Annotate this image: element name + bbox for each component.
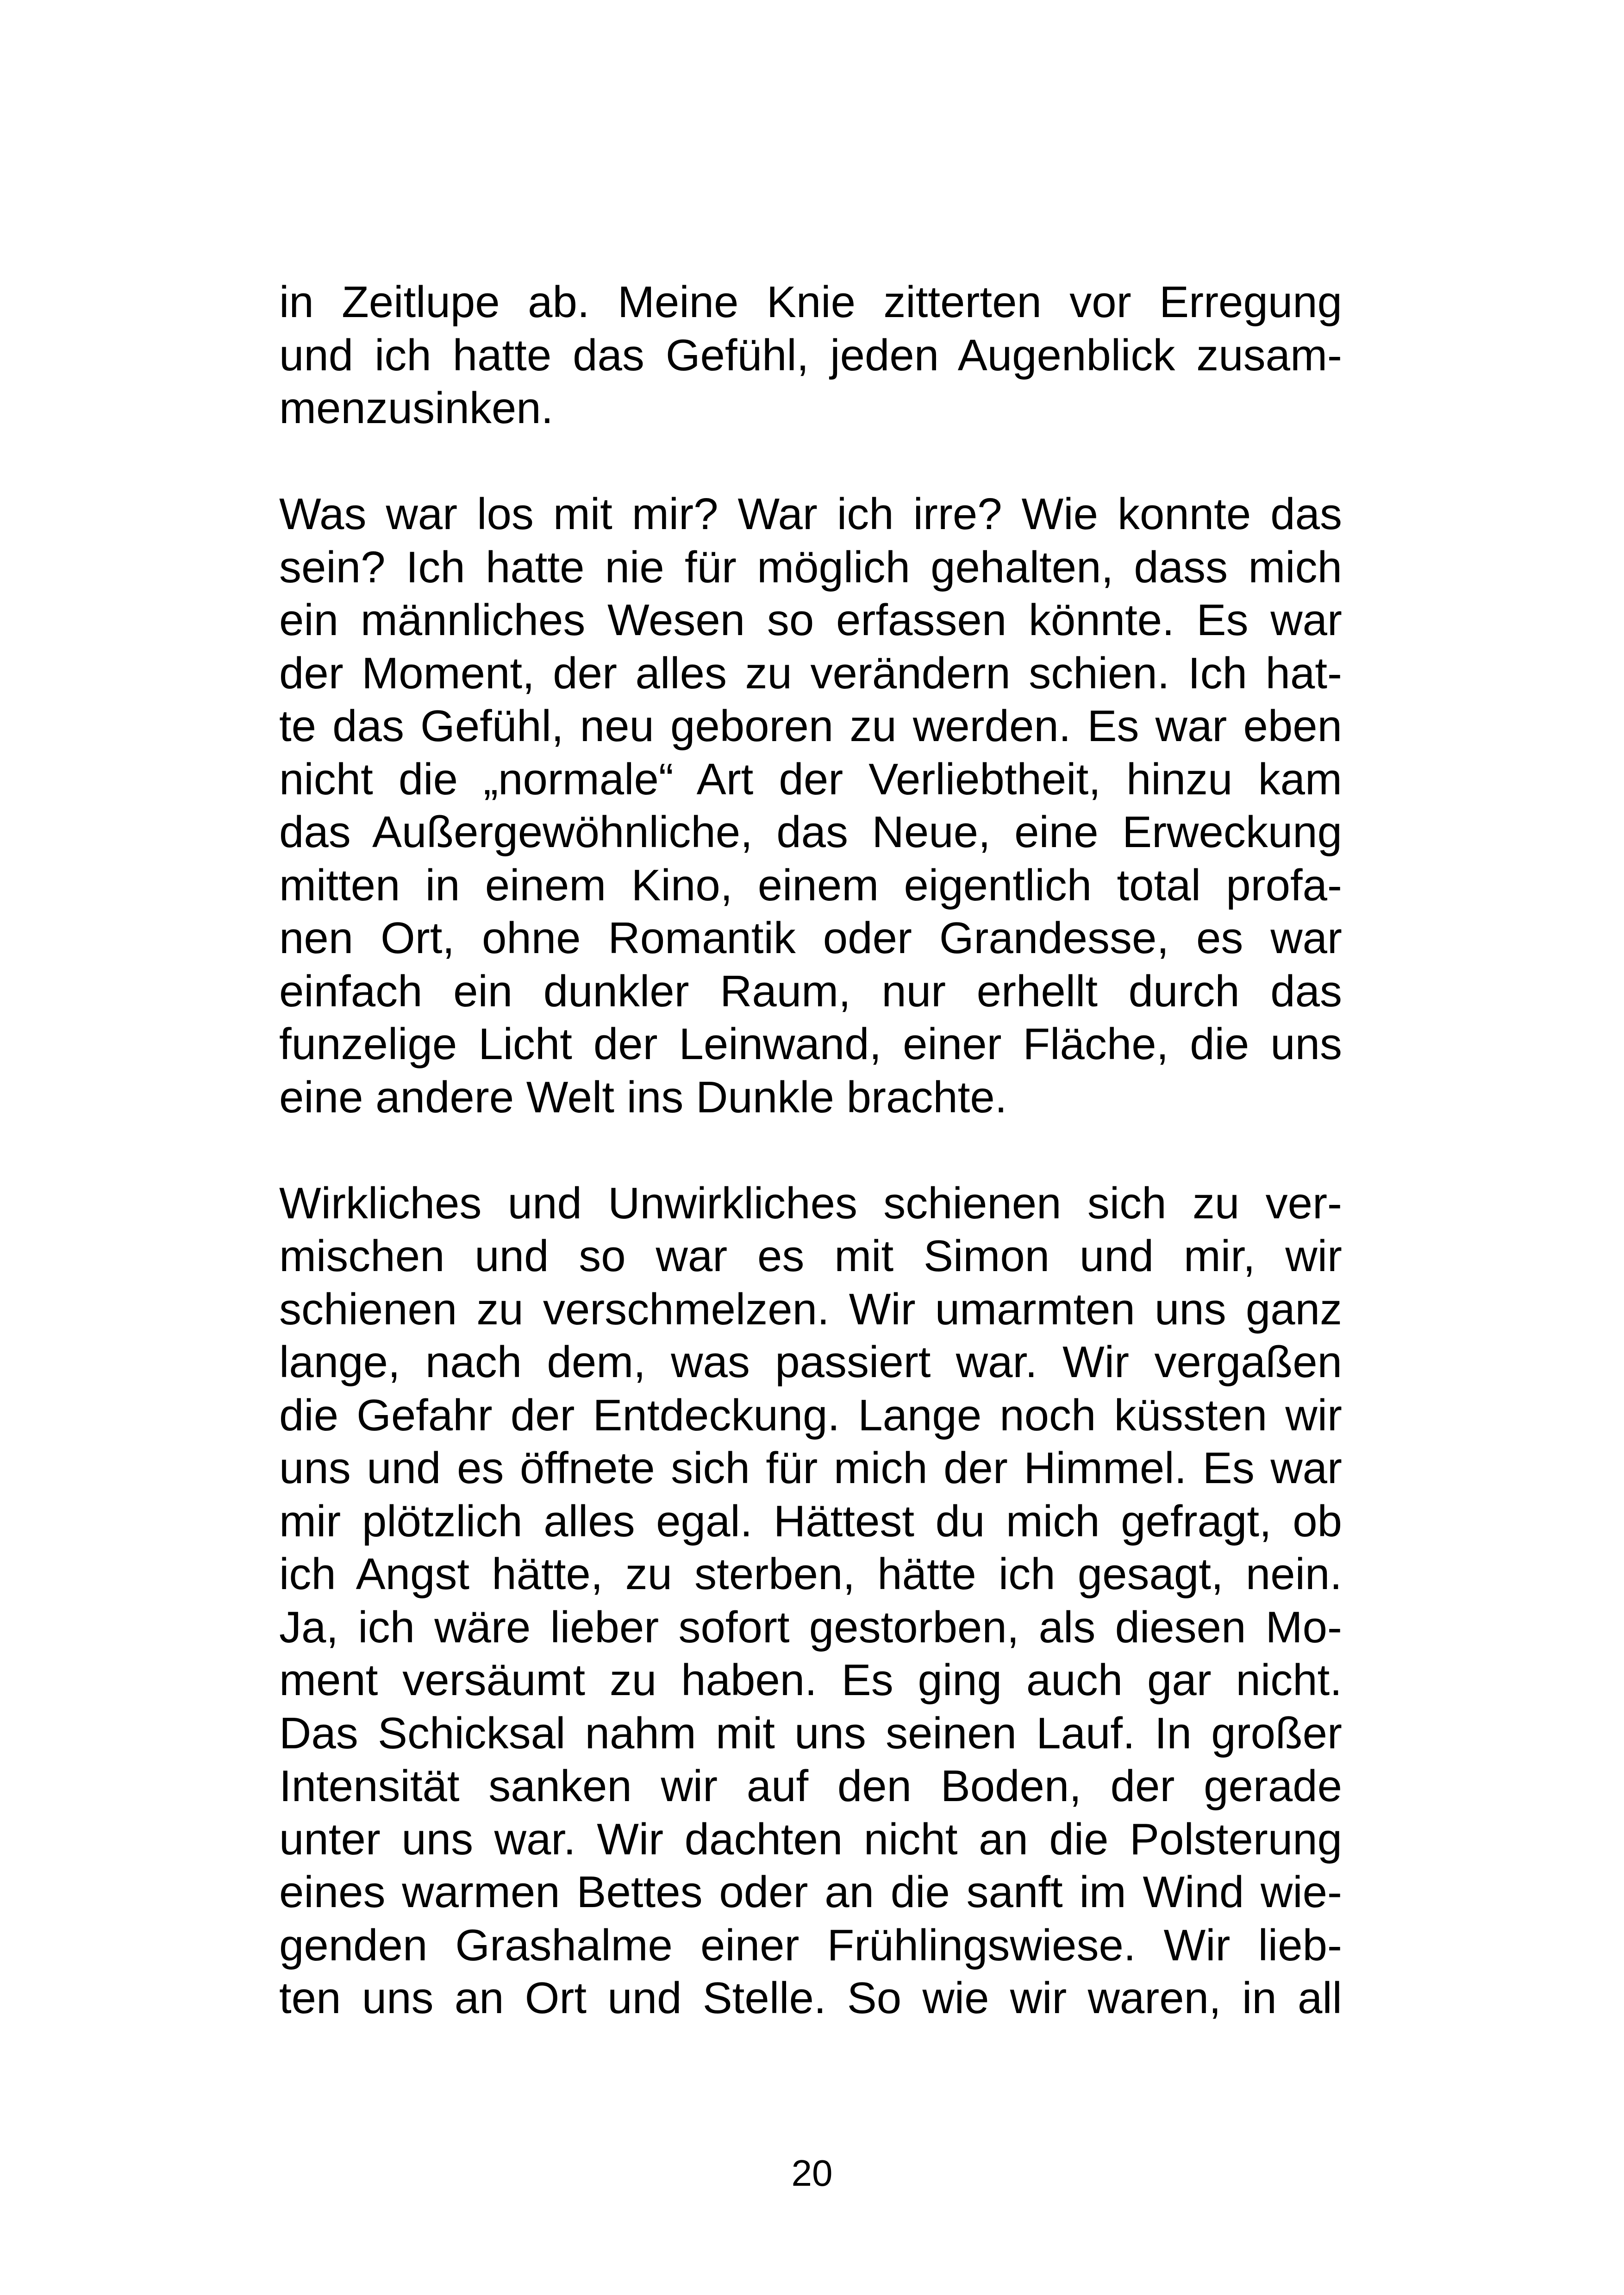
text-line: ment versäumt zu haben. Es ging auch gar nicht. [279,1655,1342,1705]
text-line: nicht die „normale“ Art der Verliebtheit, hinzu kam [279,754,1342,804]
text-line: schienen zu verschmelzen. Wir umarmten uns ganz [279,1284,1342,1334]
text-line: das Außergewöhnliche, das Neue, eine Erweckung [279,807,1342,857]
text-line: unter uns war. Wir dachten nicht an die Polsterung [279,1814,1342,1864]
paragraph [279,276,1342,435]
text-line: in Zeitlupe ab. Meine Knie zitterten vor Erregung [279,277,1342,327]
text-line: eines warmen Bettes oder an die sanft im Wind wie- [279,1867,1342,1917]
text-line: ich Angst hätte, zu sterben, hätte ich gesagt, nein. [279,1549,1342,1599]
paragraph [279,1177,1342,2025]
text-line: nen Ort, ohne Romantik oder Grandesse, es war [279,913,1342,963]
text-line: einfach ein dunkler Raum, nur erhellt durch das [279,966,1342,1016]
paragraph [279,488,1342,1124]
text-line: mitten in einem Kino, einem eigentlich total profa- [279,860,1342,910]
text-line: mir plötzlich alles egal. Hättest du mich gefragt, ob [279,1496,1342,1546]
text-line: der Moment, der alles zu verändern schien. Ich hat- [279,648,1342,698]
text-block [279,276,1342,2025]
text-line: Was war los mit mir? War ich irre? Wie konnte das [279,489,1342,539]
text-line: und ich hatte das Gefühl, jeden Augenblick zusam- [279,330,1342,380]
text-line: Intensität sanken wir auf den Boden, der gerade [279,1761,1342,1811]
text-line: lange, nach dem, was passiert war. Wir vergaßen [279,1337,1342,1387]
text-line: mischen und so war es mit Simon und mir, wir [279,1231,1342,1281]
text-line: sein? Ich hatte nie für möglich gehalten, dass mich [279,542,1342,592]
text-line: Ja, ich wäre lieber sofort gestorben, als diesen Mo- [279,1602,1342,1652]
text-line: te das Gefühl, neu geboren zu werden. Es war eben [279,701,1342,751]
text-line: ten uns an Ort und Stelle. So wie wir waren, in all [279,1973,1342,2023]
text-line: uns und es öffnete sich für mich der Himmel. Es war [279,1443,1342,1493]
text-line: genden Grashalme einer Frühlingswiese. Wir lieb- [279,1920,1342,1970]
text-line: funzelige Licht der Leinwand, einer Fläche, die uns [279,1019,1342,1069]
page-number: 20 [791,2152,833,2194]
text-line: die Gefahr der Entdeckung. Lange noch küssten wir [279,1390,1342,1440]
text-line: eine andere Welt ins Dunkle brachte. [279,1072,1007,1122]
text-line: Das Schicksal nahm mit uns seinen Lauf. In großer [279,1708,1342,1758]
page-footer [0,2152,1624,2194]
text-line: Wirkliches und Unwirkliches schienen sich zu ver- [279,1178,1342,1228]
text-line: menzusinken. [279,383,554,433]
text-line: ein männliches Wesen so erfassen könnte. Es war [279,595,1342,645]
